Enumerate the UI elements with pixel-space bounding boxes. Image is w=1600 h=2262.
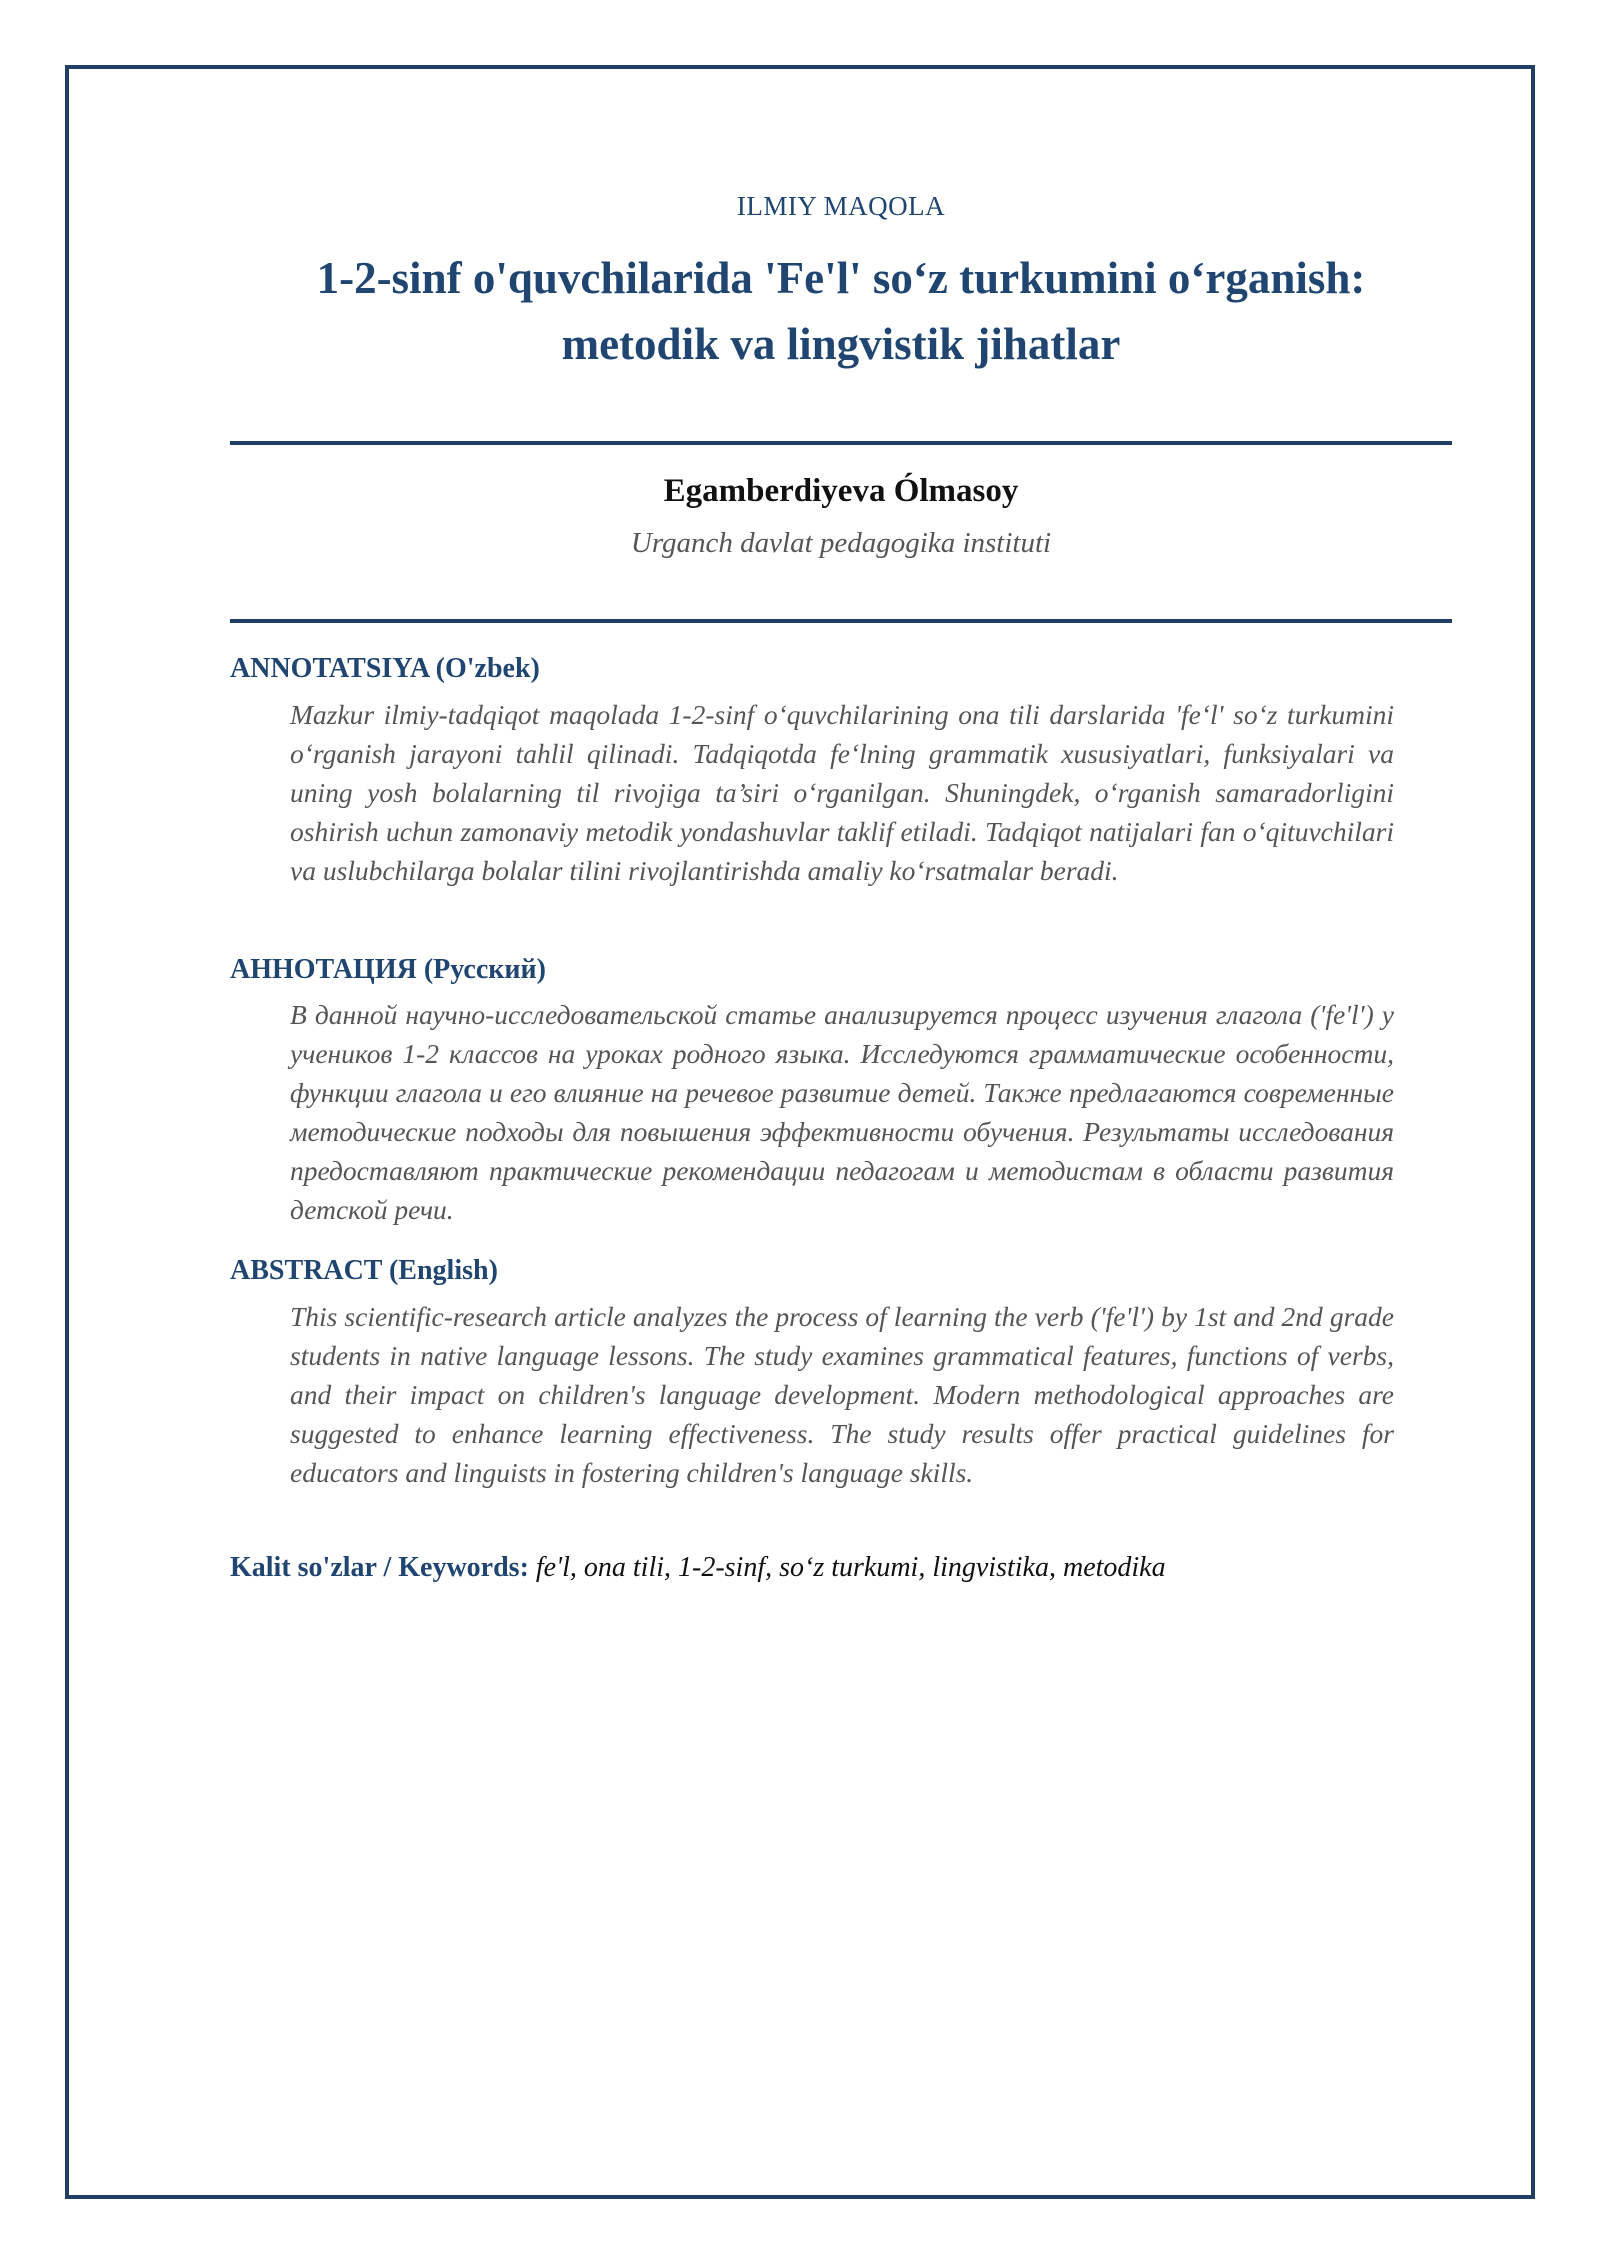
abstract-text-uzbek: Mazkur ilmiy-tadqiqot maqolada 1-2-sinf o‘quvchilarining ona tili darslarida 'fe‘l' so‘z turkumini o‘rganish jarayoni tahlil qilinadi. Tadqiqotda fe‘lning grammatik xususiyatlari, funksiyalari va uning yosh bolalarning til rivojiga ta’siri o‘rganilgan. Shuningdek, o‘rganish samaradorligini oshirish uchun zamonaviy metodik yondashuvlar taklif etiladi. Tadqiqot natijalari fan o‘qituvchilari va uslubchilarga bolalar tilini rivojlantirishda amaliy ko‘rsatmalar beradi. <box>290 699 1394 886</box>
abstract-text-english: This scientific-research article analyzes the process of learning the verb ('fe'l') by 1st and 2nd grade students in native language lessons. The study examines grammatical features, functions of verbs, and their impact on children's language development. Modern methodological approaches are suggested to enhance learning effectiveness. The study results offer practical guidelines for educators and linguists in fostering children's language skills. <box>290 1301 1394 1488</box>
article-type-label: ILMIY MAQOLA <box>736 191 946 221</box>
article-title-line-1: 1-2-sinf o'quvchilarida 'Fe'l' so‘z turkumini o‘rganish: <box>316 253 1366 303</box>
divider-top <box>230 441 1452 445</box>
abstract-heading-uzbek: ANNOTATSIYA (O'zbek) <box>230 653 540 684</box>
keywords-label: Kalit so'zlar / Keywords: <box>230 1552 529 1583</box>
article-title-line-2: metodik va lingvistik jihatlar <box>561 319 1121 369</box>
author-affiliation: Urganch davlat pedagogika instituti <box>630 527 1052 559</box>
article-title <box>230 245 1452 377</box>
keywords-values: fe'l, ona tili, 1-2-sinf, so‘z turkumi, lingvistika, metodika <box>535 1552 1166 1583</box>
abstract-heading-english: ABSTRACT (English) <box>230 1255 498 1286</box>
keywords-line <box>230 1552 1452 1584</box>
abstract-heading-russian: АННОТАЦИЯ (Русский) <box>230 954 546 985</box>
abstract-text-russian: В данной научно-исследовательской статье анализируется процесс изучения глагола ('fe'l') у учеников 1-2 классов на уроках родного языка. Исследуются грамматические особенности, функции глагола и его влияние на речевое развитие детей. Также предлагаются современные методические подходы для повышения эффективности обучения. Результаты исследования предоставляют практические рекомендации педагогам и методистам в области развития детской речи. <box>290 999 1394 1225</box>
author-name: Egamberdiyeva Ólmasoy <box>663 473 1019 509</box>
divider-bottom <box>230 619 1452 623</box>
